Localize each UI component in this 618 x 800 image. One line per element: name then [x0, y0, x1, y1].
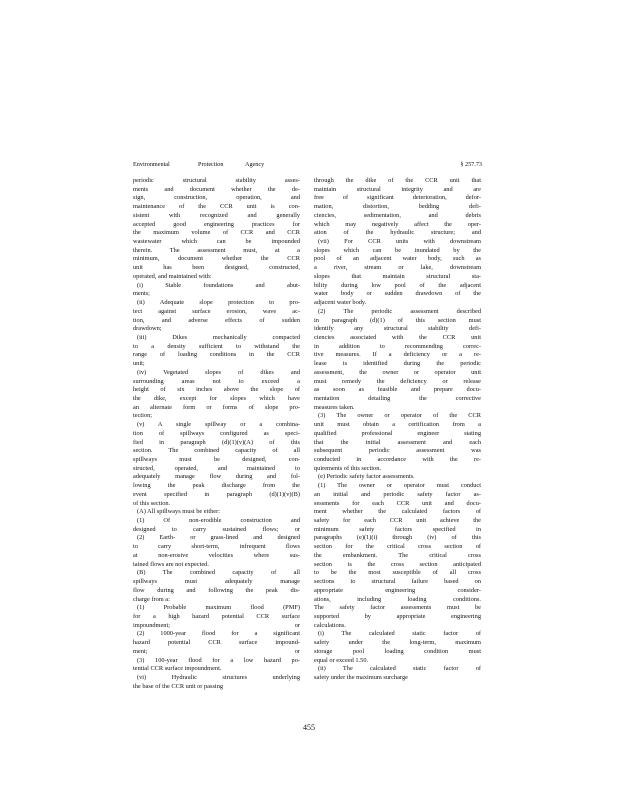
- text-line: assessment, the owner or operator unit: [314, 368, 481, 376]
- text-line: to be the most susceptible of all cross: [314, 569, 481, 577]
- header-section-number: § 257.73: [460, 161, 482, 168]
- text-line: range of loading conditions in the CCR: [133, 351, 300, 359]
- text-line: unit must obtain a certification from a: [314, 421, 481, 429]
- text-line: (iv) Vegetated slopes of dikes and: [137, 368, 300, 376]
- text-line: (ii) Adequate slope protection to pro-: [137, 299, 300, 307]
- text-line: wastewater which can be impounded: [133, 238, 300, 246]
- text-line: quirements of this section.: [314, 464, 381, 472]
- text-line: sections to structural failure based on: [314, 578, 481, 586]
- text-line: for a high hazard potential CCR surface: [133, 612, 300, 620]
- text-line: subsequent periodic assessment was: [314, 447, 481, 455]
- text-line: the maximum volume of CCR and CCR: [133, 229, 300, 237]
- text-line: slopes that maintain structural sta-: [314, 272, 481, 280]
- text-line: conducted in accordance with the re-: [314, 456, 481, 463]
- text-line: in paragraph (d)(1) of this section must: [314, 316, 481, 324]
- text-line: slopes which can be inundated by the: [314, 246, 481, 254]
- text-line: bility during low pool of the adjacent: [314, 281, 481, 289]
- text-line: ment; or: [133, 647, 300, 655]
- text-line: surrounding areas not to exceed a: [133, 377, 300, 385]
- text-line: the embankment. The critical cross: [314, 551, 481, 559]
- text-line: (2) Earth- or grass-lined and designed: [137, 534, 300, 542]
- text-line: operated, and maintained with:: [133, 272, 212, 280]
- text-line: (ii) The calculated static factor of: [318, 665, 481, 673]
- text-line: free of significant deterioration, defor-: [314, 194, 481, 202]
- text-line: an alternate form or forms of slope pro-: [133, 403, 300, 411]
- text-line: therein. The assessment must, at a: [133, 246, 300, 254]
- running-header: [133, 160, 482, 170]
- text-line: charge from a:: [133, 595, 170, 603]
- text-line: (1) Probable maximum flood (PMF): [137, 604, 300, 612]
- text-line: tential CCR surface impoundment.: [133, 665, 222, 673]
- text-line: must remedy the deficiency or release: [314, 377, 481, 385]
- text-line: section. The combined capacity of all: [133, 447, 300, 455]
- text-line: sessments for each CCR unit and docu-: [314, 499, 481, 507]
- text-line: The safety factor assessments must be: [314, 604, 481, 612]
- text-line: the base of the CCR unit or passing: [133, 682, 224, 690]
- text-line: ation of the hydraulic structure; and: [314, 229, 481, 237]
- text-line: periodic structural stability asses-: [133, 177, 300, 184]
- left-text-column: [133, 177, 300, 691]
- header-agency-mid: Protection: [198, 161, 224, 168]
- text-line: lease is identified during the periodic: [314, 360, 481, 368]
- text-line: section for the critical cross section of: [314, 543, 481, 551]
- text-line: safety under the maximum surcharge: [314, 673, 408, 681]
- text-line: event specified in paragraph (d)(1)(v)(B): [133, 490, 300, 498]
- text-line: (vi) Hydraulic structures underlying: [137, 673, 300, 681]
- text-line: an initial and periodic safety factor as-: [314, 490, 481, 498]
- text-line: flow during and following the peak dis-: [133, 586, 300, 594]
- text-line: a river, stream or lake, downstream: [314, 264, 481, 272]
- text-line: adjacent water body.: [314, 299, 367, 307]
- text-line: sign, construction, operation, and: [133, 194, 300, 202]
- text-line: tion, and adverse effects of sudden: [133, 316, 300, 324]
- text-line: paragraphs (e)(1)(i) through (iv) of this: [314, 534, 481, 542]
- text-line: (vii) For CCR units with downstream: [318, 238, 481, 246]
- text-line: designed to carry sustained flows; or: [133, 525, 300, 533]
- text-line: maintenance of the CCR unit is con-: [133, 203, 300, 211]
- text-line: identify any structural stability defi-: [314, 325, 481, 333]
- text-line: (1) The owner or operator must conduct: [318, 482, 481, 490]
- text-line: of this section.: [133, 499, 171, 507]
- text-line: spillways must adequately manage: [133, 578, 300, 586]
- text-line: ciencies associated with the CCR unit: [314, 333, 481, 341]
- text-line: that the initial assessment and each: [314, 438, 481, 446]
- text-line: impoundment; or: [133, 621, 300, 629]
- text-line: (2) 1000-year flood for a significant: [137, 630, 300, 638]
- text-line: tection;: [133, 412, 153, 420]
- text-line: supported by appropriate engineering: [314, 612, 481, 620]
- text-line: storage pool loading condition must: [314, 647, 481, 655]
- text-line: ments and document whether the de-: [133, 185, 300, 193]
- text-line: pool of an adjacent water body, such as: [314, 255, 481, 263]
- text-line: adequately manage flow during and fol-: [133, 473, 300, 481]
- right-text-column: [314, 177, 481, 683]
- text-line: tion of spillways configured as speci-: [133, 429, 300, 437]
- text-line: (e) Periodic safety factor assessments.: [318, 473, 415, 481]
- text-line: which may negatively affect the oper-: [314, 220, 481, 228]
- text-line: (iii) Dikes mechanically compacted: [137, 333, 300, 341]
- text-line: (3) 100-year flood for a low hazard po-: [137, 656, 300, 664]
- text-line: ations, including loading conditions.: [314, 595, 481, 603]
- text-line: height of six inches above the slope of: [133, 386, 300, 394]
- text-line: safety under the long-term, maximum: [314, 639, 481, 647]
- page-number: 455: [303, 723, 315, 732]
- text-line: (3) The owner or operator of the CCR: [318, 412, 481, 420]
- text-line: ciencies, sedimentation, and debris: [314, 211, 481, 219]
- text-line: ments;: [133, 290, 150, 298]
- text-line: section is the cross section anticipated: [314, 560, 481, 568]
- text-line: (B) The combined capacity of all: [137, 569, 300, 577]
- header-agency-left: Environmental: [133, 161, 170, 168]
- text-line: appropriate engineering consider-: [314, 586, 481, 594]
- text-line: unit;: [133, 360, 145, 368]
- text-line: ment whether the calculated factors of: [314, 508, 481, 516]
- text-line: unit has been designed, constructed,: [133, 264, 300, 272]
- text-line: mation, distortion, bedding defi-: [314, 203, 481, 211]
- text-line: tive measures. If a deficiency or a re-: [314, 351, 481, 359]
- text-line: sistent with recognized and generally: [133, 211, 300, 219]
- text-line: mentation detailing the corrective: [314, 394, 481, 402]
- text-line: tained flows are not expected.: [133, 560, 209, 568]
- text-line: minimum safety factors specified in: [314, 525, 481, 533]
- text-line: (A) All spillways must be either:: [137, 508, 220, 516]
- text-line: to a density sufficient to withstand the: [133, 342, 300, 350]
- text-line: minimum, document whether the CCR: [133, 255, 300, 263]
- text-line: (v) A single spillway or a combina-: [137, 421, 300, 429]
- text-line: calculations.: [314, 621, 346, 629]
- text-line: (i) The calculated static factor of: [318, 630, 481, 638]
- text-line: measures taken.: [314, 403, 355, 411]
- text-line: drawdown;: [133, 325, 162, 333]
- text-line: (i) Stable foundations and abut-: [137, 281, 300, 289]
- text-line: safety for each CCR unit achieve the: [314, 517, 481, 525]
- text-line: tect against surface erosion, wave ac-: [133, 307, 300, 315]
- text-line: at non-erosive velocities where sus-: [133, 551, 300, 559]
- text-line: structed, operated, and maintained to: [133, 464, 300, 472]
- text-line: lowing the peak discharge from the: [133, 482, 300, 490]
- text-line: maintain structural integrity and are: [314, 185, 481, 193]
- text-line: spillways must be designed, con-: [133, 456, 300, 463]
- text-line: the dike, except for slopes which have: [133, 394, 300, 402]
- text-line: water body or sudden drawdown of the: [314, 290, 481, 298]
- text-line: through the dike of the CCR unit that: [314, 177, 481, 184]
- text-line: accepted good engineering practices for: [133, 220, 300, 228]
- text-line: equal or exceed 1.50.: [314, 656, 369, 664]
- text-line: fied in paragraph (d)(1)(v)(A) of this: [133, 438, 300, 446]
- header-agency-mid2: Agency: [245, 161, 265, 168]
- text-line: hazard potential CCR surface impound-: [133, 639, 300, 647]
- text-line: in addition to recommending correc-: [314, 342, 481, 350]
- text-line: (1) Of non-erodible construction and: [137, 517, 300, 525]
- text-line: as soon as feasible and prepare docu-: [314, 386, 481, 394]
- text-line: to carry short-term, infrequent flows: [133, 543, 300, 551]
- text-line: qualified professional engineer stating: [314, 429, 481, 437]
- text-line: (2) The periodic assessment described: [318, 307, 481, 315]
